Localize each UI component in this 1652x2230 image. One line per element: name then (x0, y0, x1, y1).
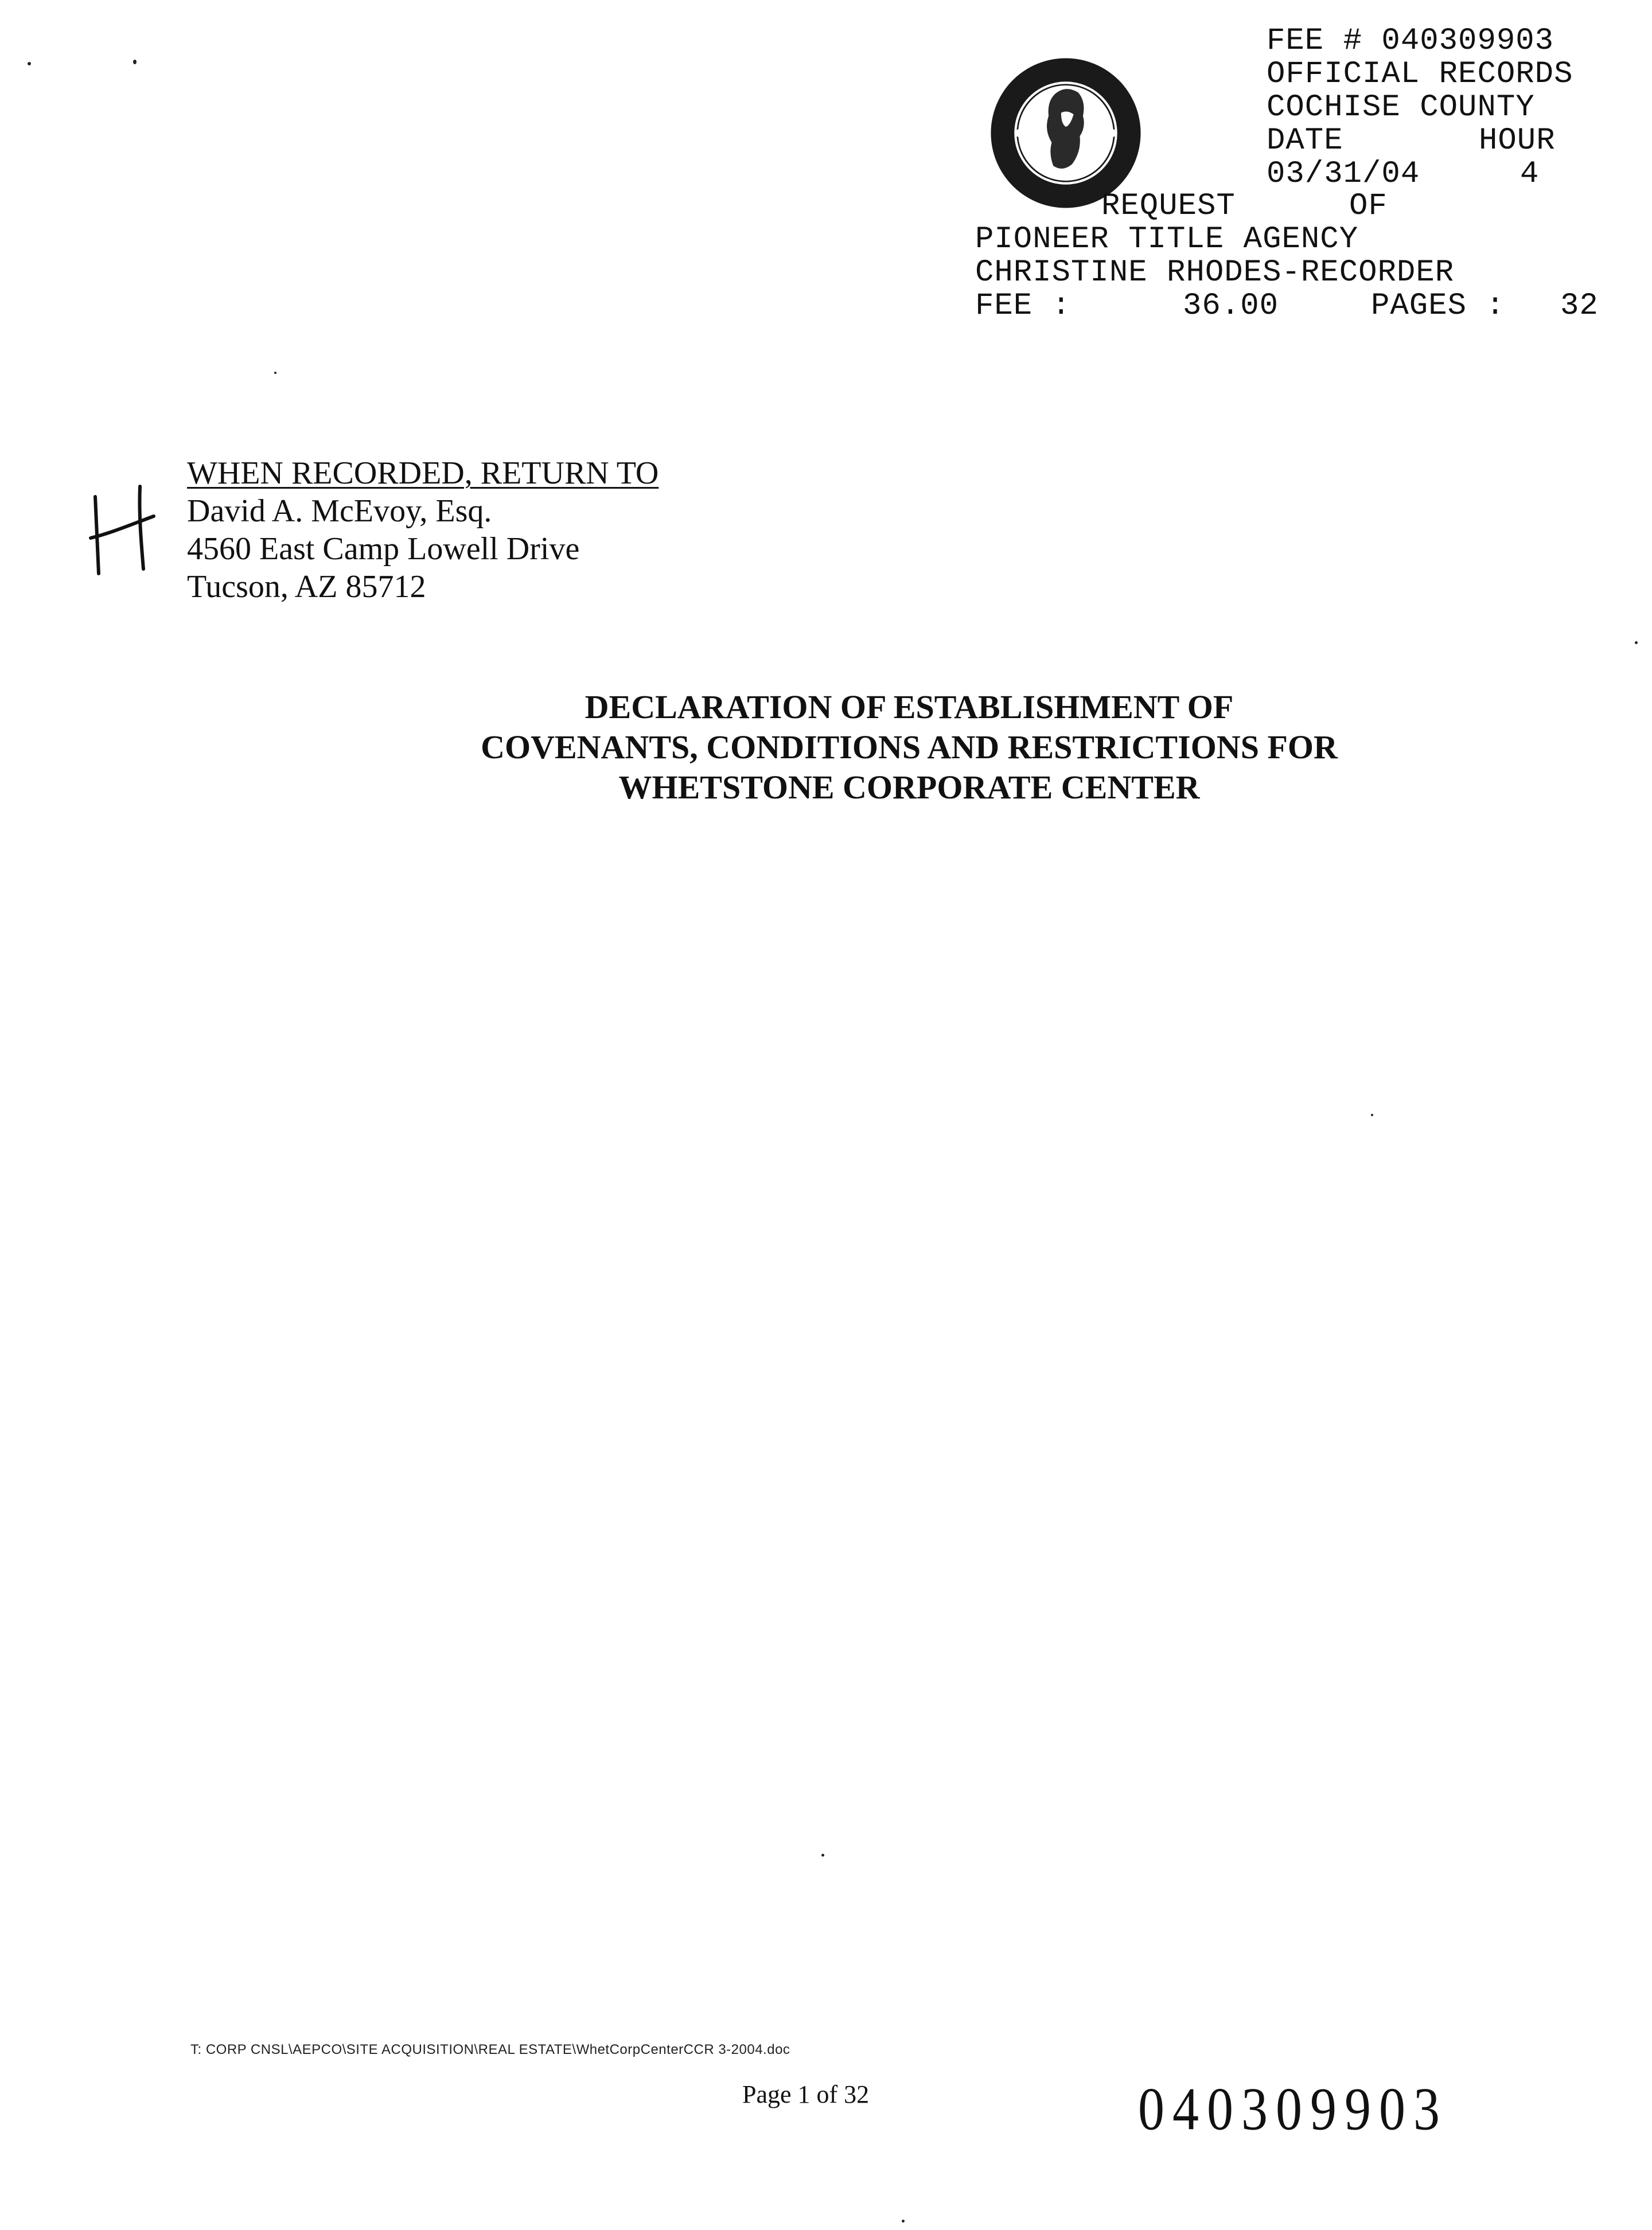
document-title (252, 687, 1566, 808)
stamp-date-label: DATE (1267, 123, 1343, 158)
stamp-fee-label: FEE : (975, 289, 1072, 323)
scan-speck (1635, 641, 1638, 644)
stamp-date-value: 03/31/04 (1267, 157, 1420, 192)
stamp-fee-value: 36.00 (1183, 289, 1279, 323)
scan-speck (1371, 1114, 1373, 1116)
scan-speck (274, 372, 276, 374)
return-address-block (187, 454, 659, 606)
return-address-name: David A. McEvoy, Esq. (187, 493, 492, 529)
handwritten-h-mark (86, 482, 161, 579)
stamp-agency: PIONEER TITLE AGENCY (975, 222, 1359, 257)
title-line-2: COVENANTS, CONDITIONS AND RESTRICTIONS FOR (481, 728, 1338, 766)
title-line-3: WHETSTONE CORPORATE CENTER (618, 769, 1200, 806)
stamp-of-label: OF (1349, 189, 1388, 224)
scan-speck (133, 60, 137, 64)
stamp-fee-number: FEE # 040309903 (1267, 24, 1554, 59)
stamp-pages-label: PAGES : (1371, 289, 1505, 323)
scan-speck (821, 1854, 824, 1857)
return-address-city: Tucson, AZ 85712 (187, 569, 426, 605)
stamp-recorder: CHRISTINE RHODES-RECORDER (975, 255, 1455, 290)
stamp-official-records: OFFICIAL RECORDS (1267, 57, 1573, 92)
title-line-1: DECLARATION OF ESTABLISHMENT OF (585, 688, 1234, 726)
return-address-heading: WHEN RECORDED, RETURN TO (187, 455, 659, 491)
stamp-county: COCHISE COUNTY (1267, 90, 1535, 125)
stamp-pages-value: 32 (1560, 289, 1599, 323)
footer-document-number: 040309903 (1138, 2075, 1448, 2143)
stamp-hour-label: HOUR (1479, 123, 1556, 158)
stamp-request-label: REQUEST (1101, 189, 1236, 224)
scan-speck (28, 62, 31, 65)
county-seal-icon (988, 55, 1144, 211)
footer-file-path: T: CORP CNSL\AEPCO\SITE ACQUISITION\REAL ESTATE\WhetCorpCenterCCR 3-2004.doc (190, 2042, 790, 2057)
scan-speck (902, 2220, 905, 2223)
stamp-hour-value: 4 (1520, 157, 1540, 192)
return-address-street: 4560 East Camp Lowell Drive (187, 531, 580, 567)
footer-page-number: Page 1 of 32 (742, 2080, 870, 2108)
